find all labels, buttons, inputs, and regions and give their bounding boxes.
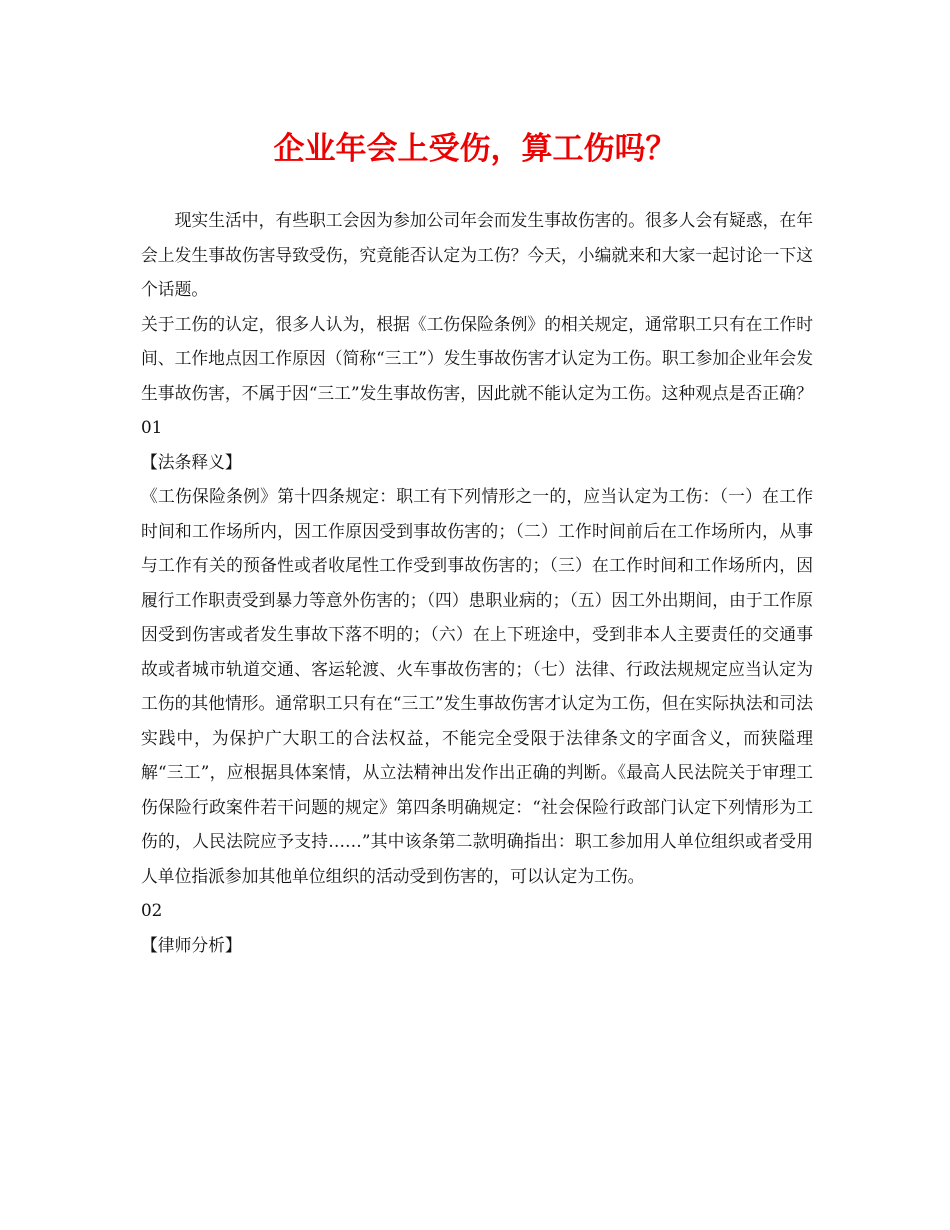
legal-interpretation-paragraph: 《工伤保险条例》第十四条规定：职工有下列情形之一的，应当认定为工伤：（一）在工作时间和工作场所内，因工作原因受到事故伤害的；（二）工作时间前后在工作场所内，从事与工作有关的预备性或者收尾性工作受到事故伤害的；（三）在工作时间和工作场所内，因履行工作职责受到暴力等意外伤害的；（四）患职业病的；（五）因工外出期间，由于工作原因受到伤害或者发生事故下落不明的；（六）在上下班途中，受到非本人主要责任的交通事故或者城市轨道交通、客运轮渡、火车事故伤害的；（七）法律、行政法规规定应当认定为工伤的其他情形。通常职工只有在“三工”发生事故伤害才认定为工伤，但在实际执法和司法实践中，为保护广大职工的合法权益，不能完全受限于法律条文的字面含义，而狭隘理解“三工”，应根据具体案情，从立法精神出发作出正确的判断。《最高人民法院关于审理工伤保险行政案件若干问题的规定》第四条明确规定：“社会保险行政部门认定下列情形为工伤的，人民法院应予支持……”其中该条第二款明确指出：职工参加用人单位组织或者受用人单位指派参加其他单位组织的活动受到伤害的，可以认定为工伤。	[141, 486, 813, 886]
document-title: 企业年会上受伤，算工伤吗？	[273, 131, 677, 167]
section-number-02: 02	[141, 900, 163, 920]
document-body	[141, 203, 813, 962]
section-number-01: 01	[141, 417, 163, 437]
intro-paragraph: 现实生活中，有些职工会因为参加公司年会而发生事故伤害的。很多人会有疑惑，在年会上发生事故伤害导致受伤，究竟能否认定为工伤？今天，小编就来和大家一起讨论一下这个话题。	[141, 210, 813, 299]
section-heading-legal-interpretation: 【法条释义】	[141, 451, 242, 472]
question-paragraph: 关于工伤的认定，很多人认为，根据《工伤保险条例》的相关规定，通常职工只有在工作时间、工作地点因工作原因（简称“三工”）发生事故伤害才认定为工伤。职工参加企业年会发生事故伤害，不属于因“三工”发生事故伤害，因此就不能认定为工伤。这种观点是否正确？	[141, 313, 813, 403]
section-heading-lawyer-analysis: 【律师分析】	[141, 934, 242, 955]
